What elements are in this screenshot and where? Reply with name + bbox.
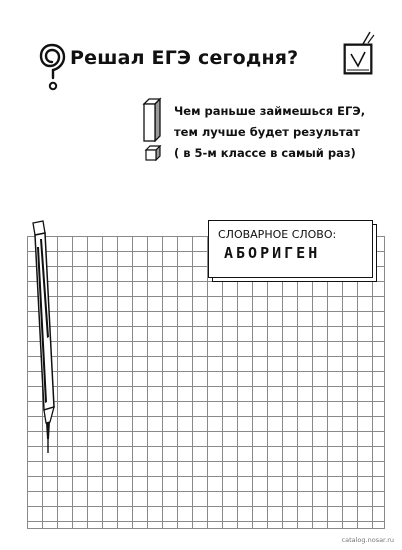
page-title: Решал ЕГЭ сегодня? [70, 47, 299, 69]
sketch-box-check-icon [341, 30, 377, 76]
tip-line: ( в 5-м классе в самый раз) [174, 146, 356, 160]
vocabulary-word: АБОРИГЕН [224, 244, 321, 262]
vocabulary-label: СЛОВАРНОЕ СЛОВО: [218, 228, 337, 241]
pen-icon [28, 217, 58, 457]
tall-block-icon [142, 96, 162, 142]
tip-line: Чем раньше займешься ЕГЭ, [174, 104, 366, 118]
spiral-question-icon [36, 38, 68, 96]
small-cube-icon [144, 145, 162, 161]
watermark: catalog.nosar.ru [341, 536, 394, 544]
tip-line: тем лучше будет результат [174, 125, 360, 139]
